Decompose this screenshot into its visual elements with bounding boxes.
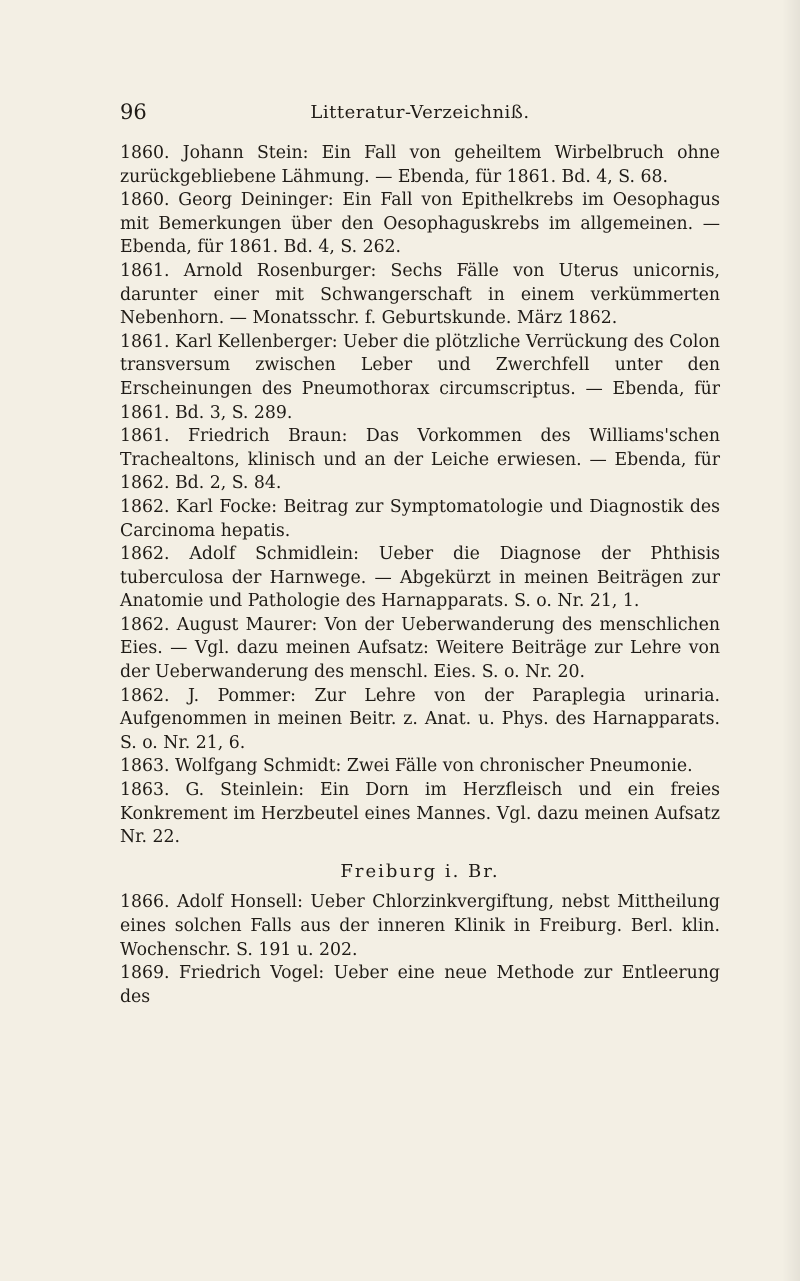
page-edge-shadow [782, 0, 800, 1281]
list-item: 1860. Georg Deininger: Ein Fall von Epithelkrebs im Oesophagus mit Bemerkungen über den Oesophaguskrebs im allgemeinen. — Ebenda, für 1861. Bd. 4, S. 262. [120, 190, 720, 258]
list-item: 1861. Karl Kellenberger: Ueber die plötzliche Verrückung des Colon transversum zwischen Leber und Zwerchfell unter den Erscheinungen des Pneumothorax circumscriptus. — Ebenda, für 1861. Bd. 3, S. 289. [120, 331, 720, 423]
list-item: 1860. Johann Stein: Ein Fall von geheiltem Wirbelbruch ohne zurückgebliebene Lähmung. — Ebenda, für 1861. Bd. 4, S. 68. [120, 143, 721, 187]
page-number: 96 [120, 100, 147, 124]
section-heading: Freiburg i. Br. [340, 860, 500, 882]
running-head: Litteratur-Verzeichniß. [310, 102, 530, 123]
list-item: 1862. J. Pommer: Zur Lehre von der Paraplegia urinaria. Aufgenommen in meinen Beitr. z. Anat. u. Phys. des Harnapparats. S. o. Nr. 21, 6. [120, 685, 720, 753]
page-header [120, 100, 720, 130]
list-item: 1863. G. Steinlein: Ein Dorn im Herzfleisch und ein freies Konkrement im Herzbeutel eines Mannes. Vgl. dazu meinen Aufsatz Nr. 22. [120, 780, 720, 848]
list-item: 1863. Wolfgang Schmidt: Zwei Fälle von chronischer Pneumonie. [120, 756, 693, 777]
bibliography-list [120, 142, 720, 1009]
list-item: 1862. August Maurer: Von der Ueberwanderung des menschlichen Eies. — Vgl. dazu meinen Aufsatz: Weitere Beiträge zur Lehre von der Ueberwanderung des menschl. Eies. S. o. Nr. 20. [120, 614, 720, 683]
list-item: 1862. Adolf Schmidlein: Ueber die Diagnose der Phthisis tuberculosa der Harnwege. — Abgekürzt in meinen Beiträgen zur Anatomie und Pathologie des Harnapparats. S. o. Nr. 21, 1. [120, 544, 720, 612]
list-item: 1866. Adolf Honsell: Ueber Chlorzinkvergiftung, nebst Mittheilung eines solchen Falls aus der inneren Klinik in Freiburg. Berl. klin. Wochenschr. S. 191 u. 202. [120, 892, 720, 960]
list-item: 1861. Friedrich Braun: Das Vorkommen des Williams'schen Trachealtons, klinisch und an der Leiche erwiesen. — Ebenda, für 1862. Bd. 2, S. 84. [120, 426, 720, 494]
list-item: 1869. Friedrich Vogel: Ueber eine neue Methode zur Entleerung des [120, 963, 720, 1007]
list-item: 1861. Arnold Rosenburger: Sechs Fälle von Uterus unicornis, darunter einer mit Schwangerschaft in einem verkümmerten Nebenhorn. — Monatsschr. f. Geburtskunde. März 1862. [120, 260, 720, 329]
list-item: 1862. Karl Focke: Beitrag zur Symptomatologie und Diagnostik des Carcinoma hepatis. [120, 496, 720, 541]
